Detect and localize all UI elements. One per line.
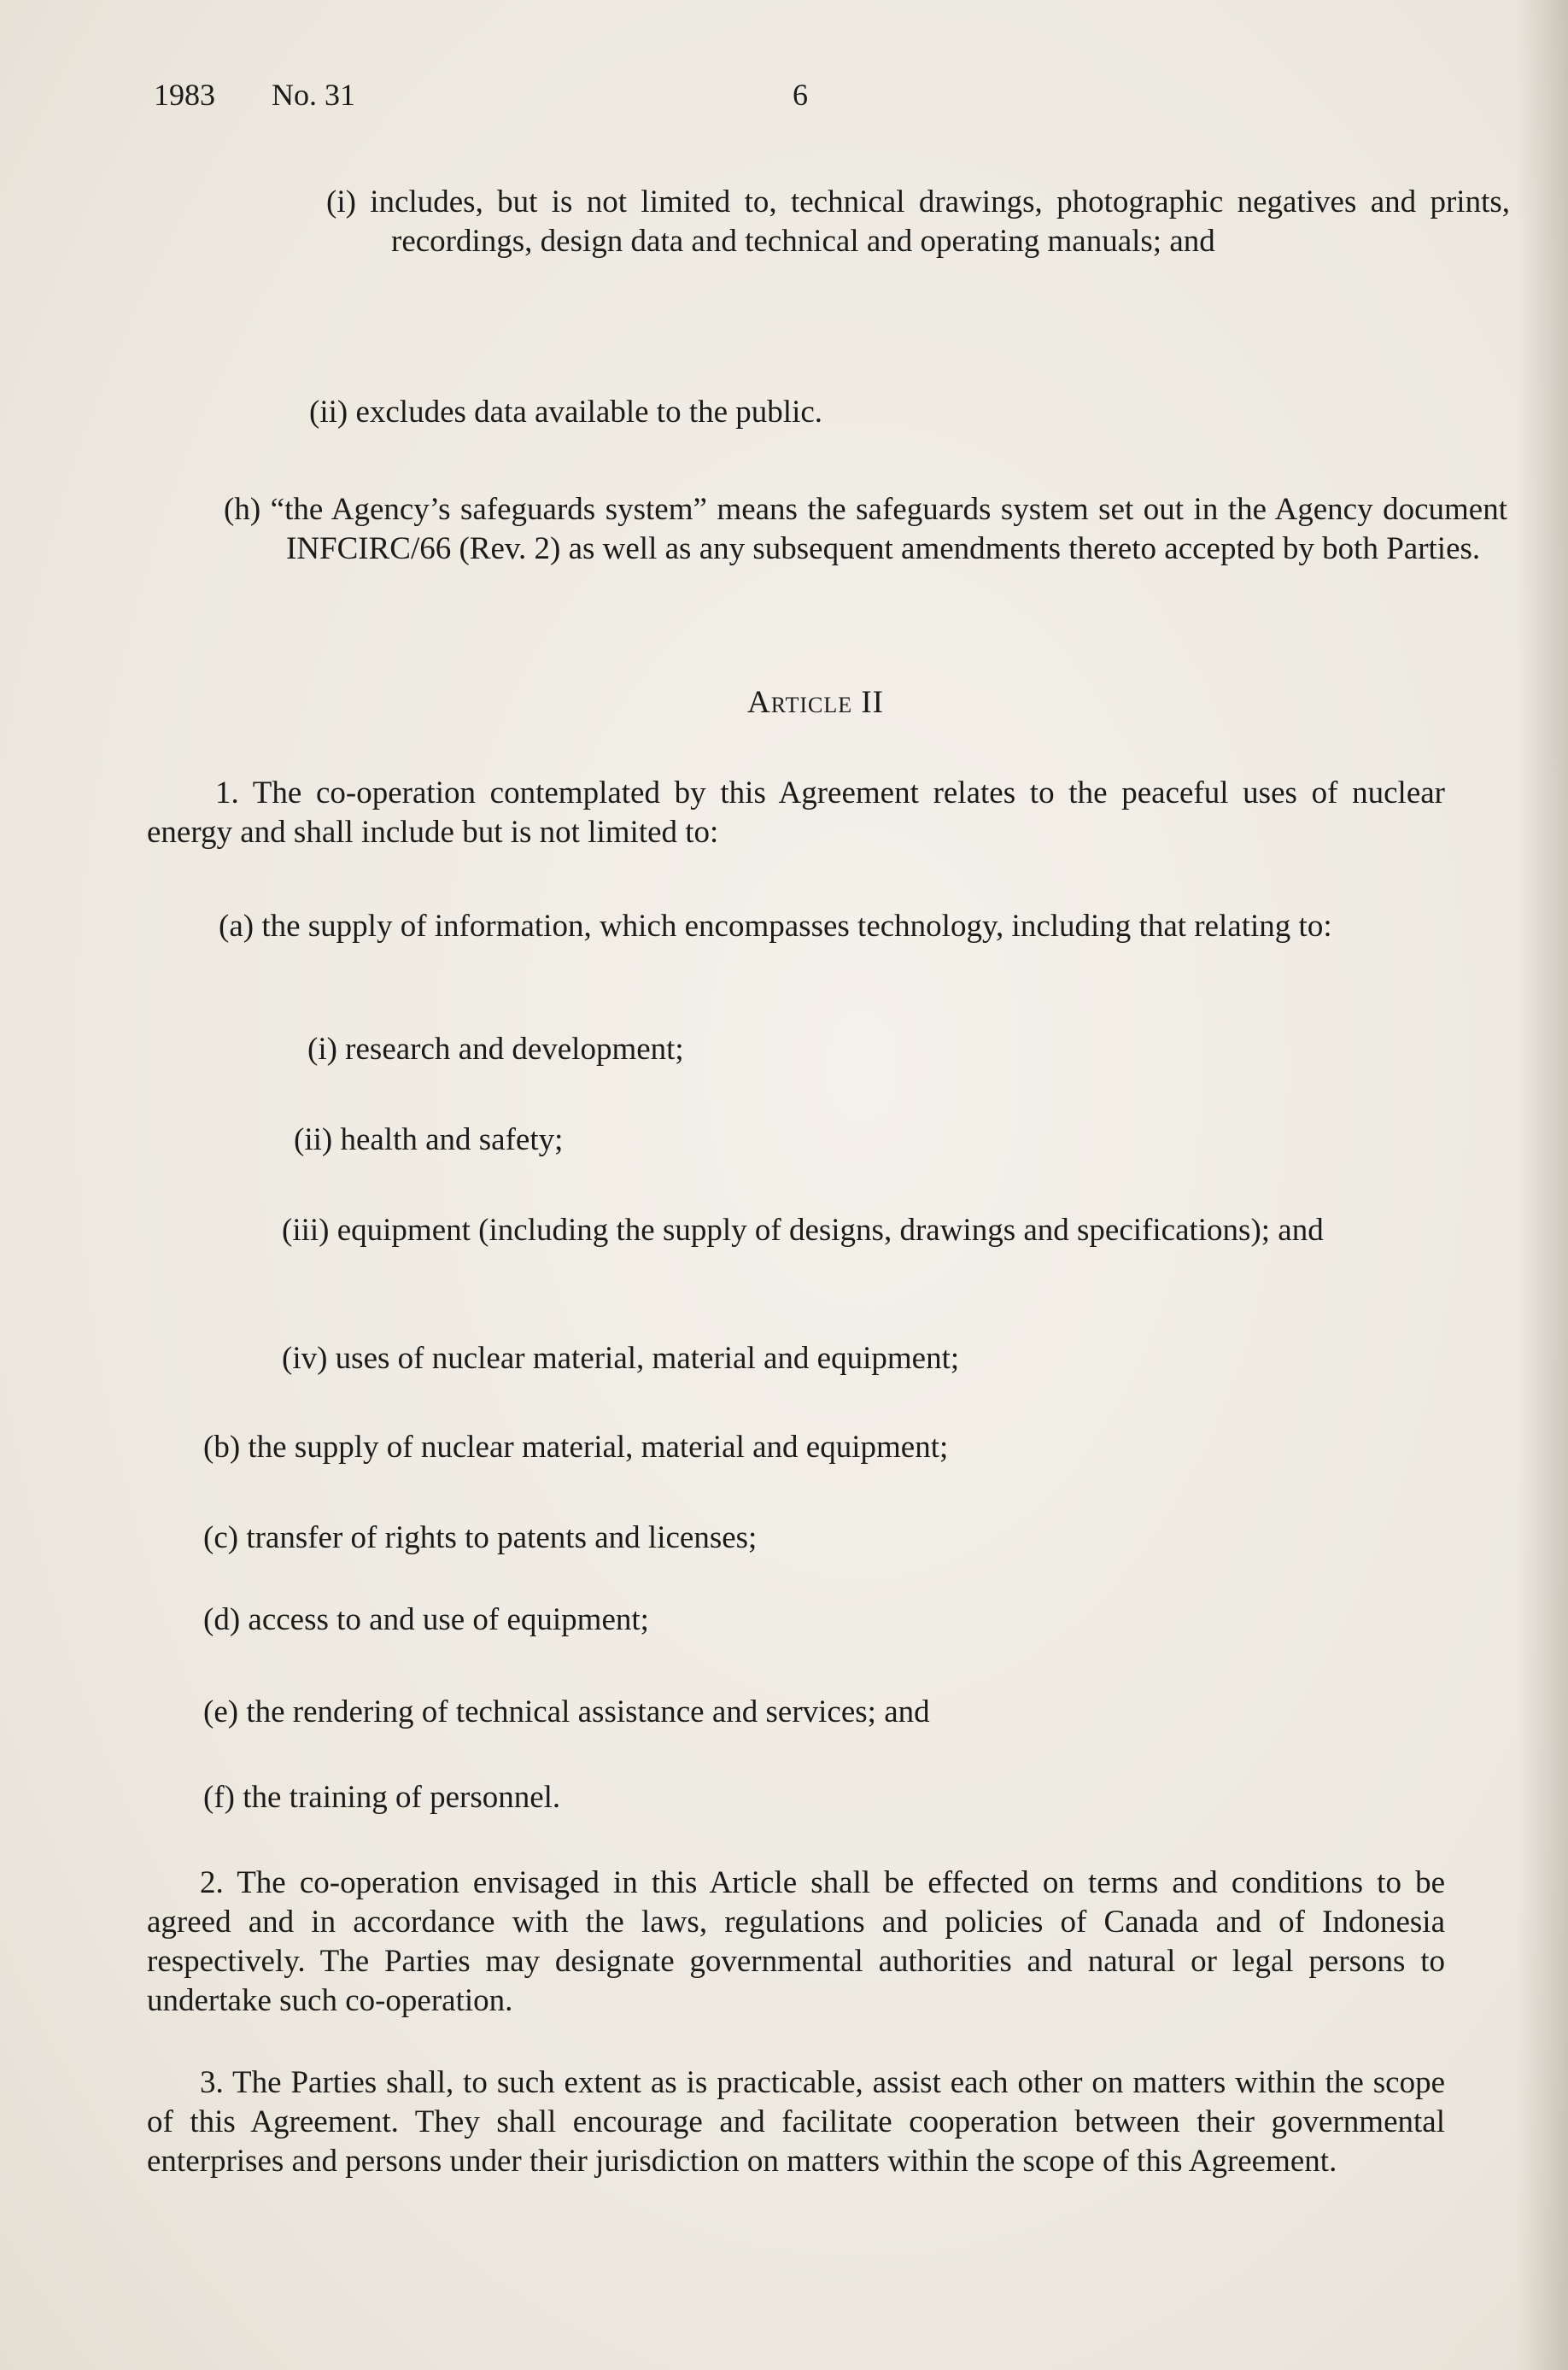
item-f: (f) the training of personnel. [203, 1780, 561, 1815]
header-number: No. 31 [272, 78, 355, 112]
item-a-ii: (ii) health and safety; [294, 1122, 564, 1157]
item-a-iv: (iv) uses of nuclear material, material and equipment; [282, 1341, 960, 1376]
item-e: (e) the rendering of technical assistance and services; and [203, 1694, 930, 1729]
header-year: 1983 [154, 78, 215, 112]
definition-h: (h) “the Agency’s safeguards system” means the safeguards system set out in the Agency document INFCIRC/66 (Rev. 2) as well as any subsequent amendments thereto accepted by both Parties. [224, 492, 1507, 566]
item-a-iii: (iii) equipment (including the supply of designs, drawings and specifications); and [282, 1213, 1324, 1248]
page-number: 6 [793, 78, 808, 112]
item-c: (c) transfer of rights to patents and licenses; [203, 1520, 758, 1555]
article-paragraph-3: 3. The Parties shall, to such extent as is practicable, assist each other on matters within the scope of this Agreement. They shall encourage and facilitate cooperation between their governmental enterprises and persons under their jurisdiction on matters within the scope of this Agreement. [147, 2065, 1445, 2179]
article-paragraph-1: 1. The co-operation contemplated by this Agreement relates to the peaceful uses of nuclear energy and shall include but is not limited to: [147, 775, 1445, 850]
item-a-i: (i) research and development; [307, 1032, 684, 1067]
item-d: (d) access to and use of equipment; [203, 1602, 649, 1637]
item-a: (a) the supply of information, which encompasses technology, including that relating to: [219, 909, 1332, 944]
article-heading: Article II [746, 685, 885, 720]
definition-g-i: (i) includes, but is not limited to, technical drawings, photographic negatives and prints, recordings, design data and technical and operating manuals; and [326, 184, 1510, 259]
definition-g-ii: (ii) excludes data available to the public. [309, 395, 823, 430]
item-b: (b) the supply of nuclear material, material and equipment; [203, 1430, 949, 1465]
page-edge-shadow [1517, 0, 1568, 2370]
article-paragraph-2: 2. The co-operation envisaged in this Article shall be effected on terms and conditions to be agreed and in accordance with the laws, regulations and policies of Canada and of Indonesia respectively. The Parties may designate governmental authorities and natural or legal persons to undertake such co-operation. [147, 1865, 1445, 2018]
